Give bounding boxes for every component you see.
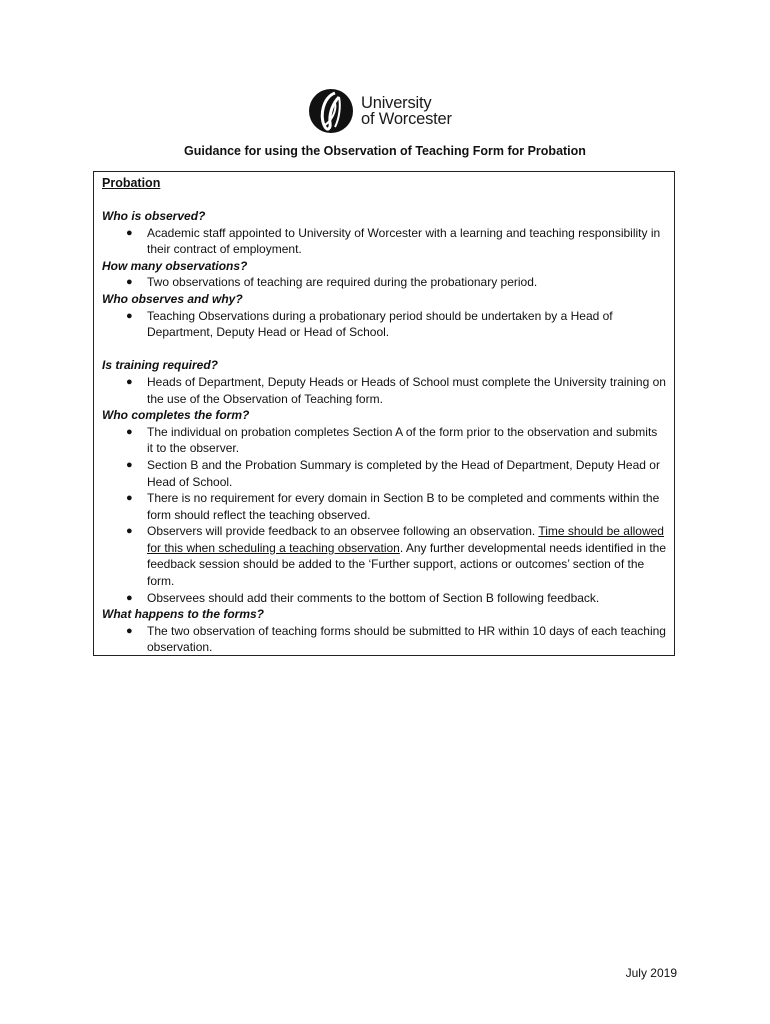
list-item-text: Two observations of teaching are required during the probationary period. (147, 275, 538, 290)
list-item (102, 225, 666, 258)
list-item-text: Section B and the Probation Summary is completed by the Head of Department, Deputy Head or Head of School. (147, 457, 660, 489)
footer-date: July 2019 (625, 966, 677, 980)
bullet-icon: ● (126, 309, 133, 322)
list-item-text: Observers will provide feedback to an observee following an observation. (147, 524, 539, 539)
answer-list (102, 623, 666, 656)
list-item (102, 523, 666, 589)
logo-line-2: of Worcester (361, 110, 452, 128)
list-item (102, 623, 666, 656)
question-what-happens: What happens to the forms? (102, 607, 264, 622)
bullet-icon: ● (126, 492, 133, 505)
list-item (102, 490, 666, 523)
logo-line-1: University (361, 94, 432, 112)
list-item-text: Academic staff appointed to University of Worcester with a learning and teaching responsibility in their contract of employment. (147, 225, 661, 257)
document-title: Guidance for using the Observation of Teaching Form for Probation (184, 144, 586, 158)
probation-guidance-box (93, 171, 675, 656)
bullet-icon: ● (126, 375, 133, 388)
list-item (102, 274, 666, 291)
list-item-text: Observees should add their comments to the bottom of Section B following feedback. (147, 590, 600, 605)
list-item (102, 424, 666, 457)
university-logo (305, 86, 465, 136)
list-item-text: . Any further developmental needs identified in the feedback session should be added to the ‘Further support, actions or outcomes’ section of the form. (147, 540, 667, 589)
logo-wordmark (361, 95, 452, 127)
bullet-icon: ● (126, 458, 133, 471)
answer-list (102, 374, 666, 407)
bullet-icon: ● (126, 624, 133, 637)
bullet-icon: ● (126, 226, 133, 239)
answer-list (102, 424, 666, 607)
question-who-observes: Who observes and why? (102, 291, 243, 306)
bullet-icon: ● (126, 591, 133, 604)
bullet-icon: ● (126, 276, 133, 289)
question-who-observed: Who is observed? (102, 209, 206, 223)
list-item-text: There is no requirement for every domain in Section B to be completed and comments within the form should reflect the teaching observed. (147, 491, 660, 522)
answer-list (102, 274, 666, 291)
list-item-text: The individual on probation completes Section A of the form prior to the observation and submits it to the observer. (147, 424, 658, 456)
question-who-completes: Who completes the form? (102, 408, 250, 423)
spacer (102, 341, 666, 358)
answer-list (102, 225, 666, 258)
list-item-text: The two observation of teaching forms should be submitted to HR within 10 days of each teaching observation. (147, 623, 666, 655)
question-how-many: How many observations? (102, 258, 248, 273)
bullet-icon: ● (126, 525, 133, 538)
question-training: Is training required? (102, 358, 219, 373)
section-heading: Probation (102, 176, 161, 190)
bullet-icon: ● (126, 425, 133, 438)
worcester-logo-icon (305, 87, 355, 135)
list-item-text: Heads of Department, Deputy Heads or Heads of School must complete the University training on the use of the Observation of Teaching form. (147, 374, 666, 406)
list-item (102, 590, 666, 607)
answer-list (102, 308, 666, 341)
list-item (102, 374, 666, 407)
list-item-text: Teaching Observations during a probationary period should be undertaken by a Head of Department, Deputy Head or Head of School. (147, 308, 613, 340)
list-item (102, 457, 666, 490)
underlined-text: Time should be allowed for this when scheduling a teaching observation (147, 524, 664, 555)
list-item (102, 308, 666, 341)
